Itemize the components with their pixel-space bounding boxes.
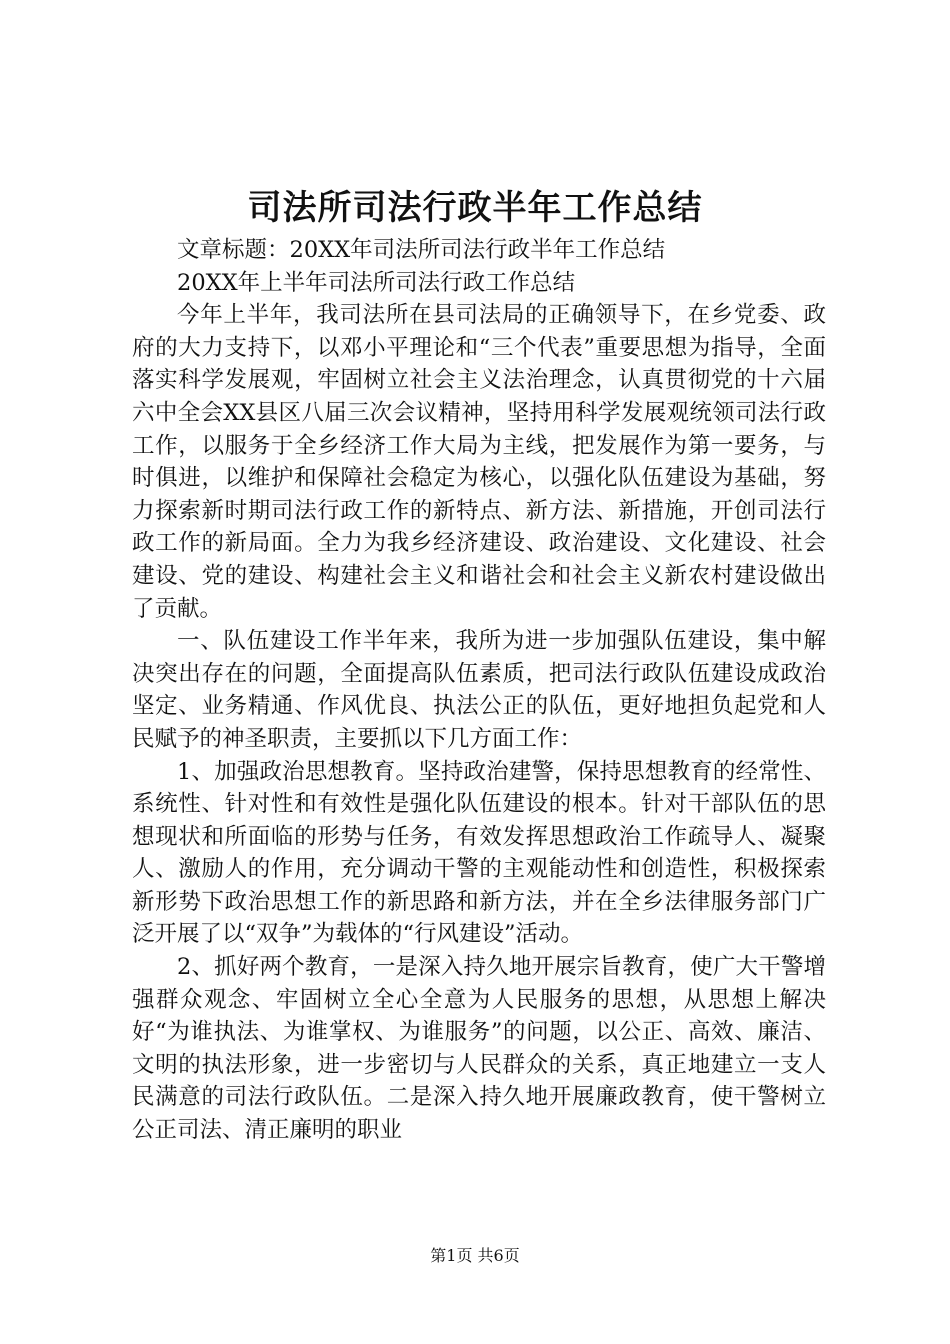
point-two-paragraph: 2、抓好两个教育，一是深入持久地开展宗旨教育，使广大干警增强群众观念、牢固树立全心全意为人民服务的思想，从思想上解决好“为谁执法、为谁掌权、为谁服务”的问题，以公正、高效、廉洁、文明的执法形象，进一步密切与人民群众的关系，真正地建立一支人民满意的司法行政队伍。二是深入持久地开展廉政教育，使干警树立公正司法、清正廉明的职业 bbox=[132, 954, 826, 1144]
point-one-paragraph: 1、加强政治思想教育。坚持政治建警，保持思想教育的经常性、系统性、针对性和有效性是强化队伍建设的根本。针对干部队伍的思想现状和所面临的形势与任务，有效发挥思想政治工作疏导人、凝聚人、激励人的作用，充分调动干警的主观能动性和创造性，积极探索新形势下政治思想工作的新思路和新方法，并在全乡法律服务部门广泛开展了以“双争”为载体的“行风建设”活动。 bbox=[132, 758, 826, 948]
section-one-paragraph: 一、队伍建设工作半年来，我所为进一步加强队伍建设，集中解决突出存在的问题，全面提高队伍素质，把司法行政队伍建设成政治坚定、业务精通、作风优良、执法公正的队伍，更好地担负起党和人民赋予的神圣职责，主要抓以下几方面工作： bbox=[132, 628, 826, 752]
document-body bbox=[132, 234, 826, 1147]
intro-paragraph: 今年上半年，我司法所在县司法局的正确领导下，在乡党委、政府的大力支持下，以邓小平理论和“三个代表”重要思想为指导，全面落实科学发展观，牢固树立社会主义法治理念，认真贯彻党的十六届六中全会XX县区八届三次会议精神，坚持用科学发展观统领司法行政工作，以服务于全乡经济工作大局为主线，把发展作为第一要务，与时俱进，以维护和保障社会稳定为核心，以强化队伍建设为基础，努力探索新时期司法行政工作的新特点、新方法、新措施，开创司法行政工作的新局面。全力为我乡经济建设、政治建设、文化建设、社会建设、党的建设、构建社会主义和谐社会和社会主义新农村建设做出了贡献。 bbox=[132, 302, 826, 622]
subtitle-line: 20XX年上半年司法所司法行政工作总结 bbox=[177, 269, 576, 296]
document-title: 司法所司法行政半年工作总结 bbox=[247, 188, 703, 228]
page-number: 第1页 共6页 bbox=[430, 1246, 520, 1265]
article-title-line: 文章标题：20XX年司法所司法行政半年工作总结 bbox=[177, 237, 666, 263]
